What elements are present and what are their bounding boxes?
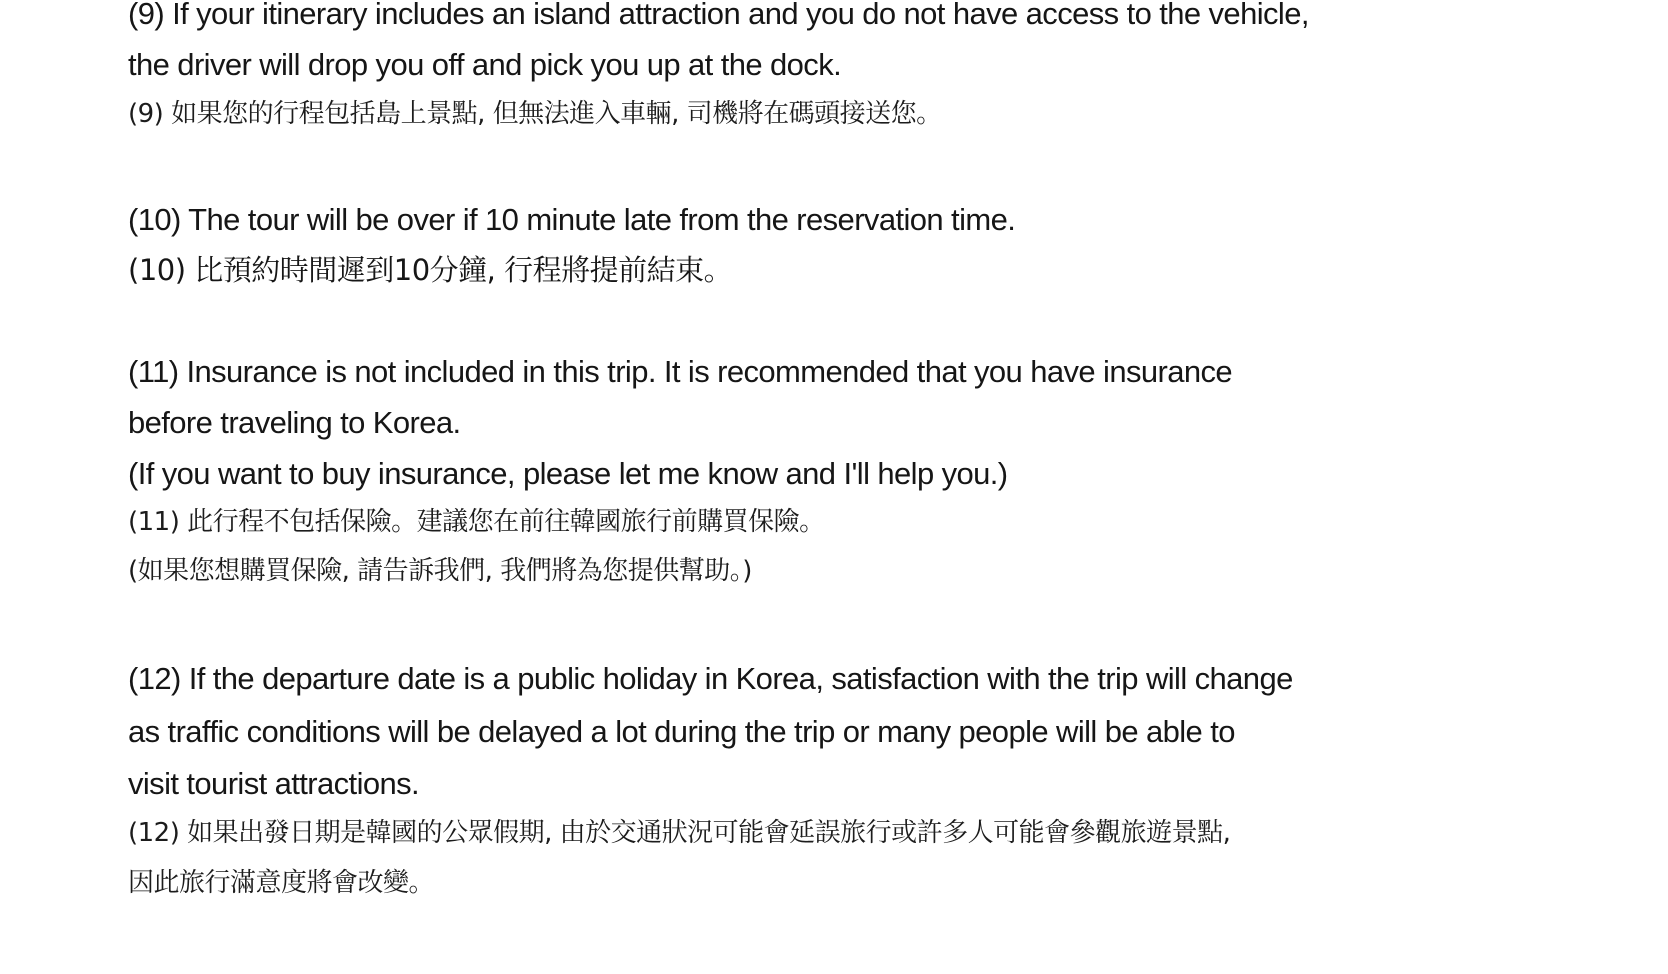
note-12-en-line-2: as traffic conditions will be delayed a lot during the trip or many people will be able to <box>128 714 1235 749</box>
note-10-en-line-1: (10) The tour will be over if 10 minute late from the reservation time. <box>128 202 1016 237</box>
note-9-en-line-1: (9) If your itinerary includes an island attraction and you do not have access to the vehicle, <box>128 0 1309 31</box>
note-9-zh-line-1: (9) 如果您的行程包括島上景點, 但無法進入車輛, 司機將在碼頭接送您。 <box>128 99 942 129</box>
note-12-zh-line-1: (12) 如果出發日期是韓國的公眾假期, 由於交通狀況可能會延誤旅行或許多人可能會參觀旅遊景點, <box>128 818 1231 848</box>
note-11-zh-line-2: (如果您想購買保險, 請告訴我們, 我們將為您提供幫助。) <box>128 556 752 586</box>
note-11-en-line-1: (11) Insurance is not included in this trip. It is recommended that you have insurance <box>128 354 1233 389</box>
note-11-en-line-3: (If you want to buy insurance, please let me know and I'll help you.) <box>128 456 1008 491</box>
note-11-zh-line-1: (11) 此行程不包括保險。建議您在前往韓國旅行前購買保險。 <box>128 507 825 537</box>
note-11-en-line-2: before traveling to Korea. <box>128 405 461 440</box>
note-12-zh-line-2: 因此旅行滿意度將會改變。 <box>128 868 435 898</box>
note-10-zh-line-1: (10) 比預約時間遲到10分鐘, 行程將提前結束。 <box>128 253 733 287</box>
note-12-en-line-1: (12) If the departure date is a public holiday in Korea, satisfaction with the trip will change <box>128 661 1293 696</box>
note-9-en-line-2: the driver will drop you off and pick you up at the dock. <box>128 47 842 82</box>
note-12-en-line-3: visit tourist attractions. <box>128 766 420 801</box>
